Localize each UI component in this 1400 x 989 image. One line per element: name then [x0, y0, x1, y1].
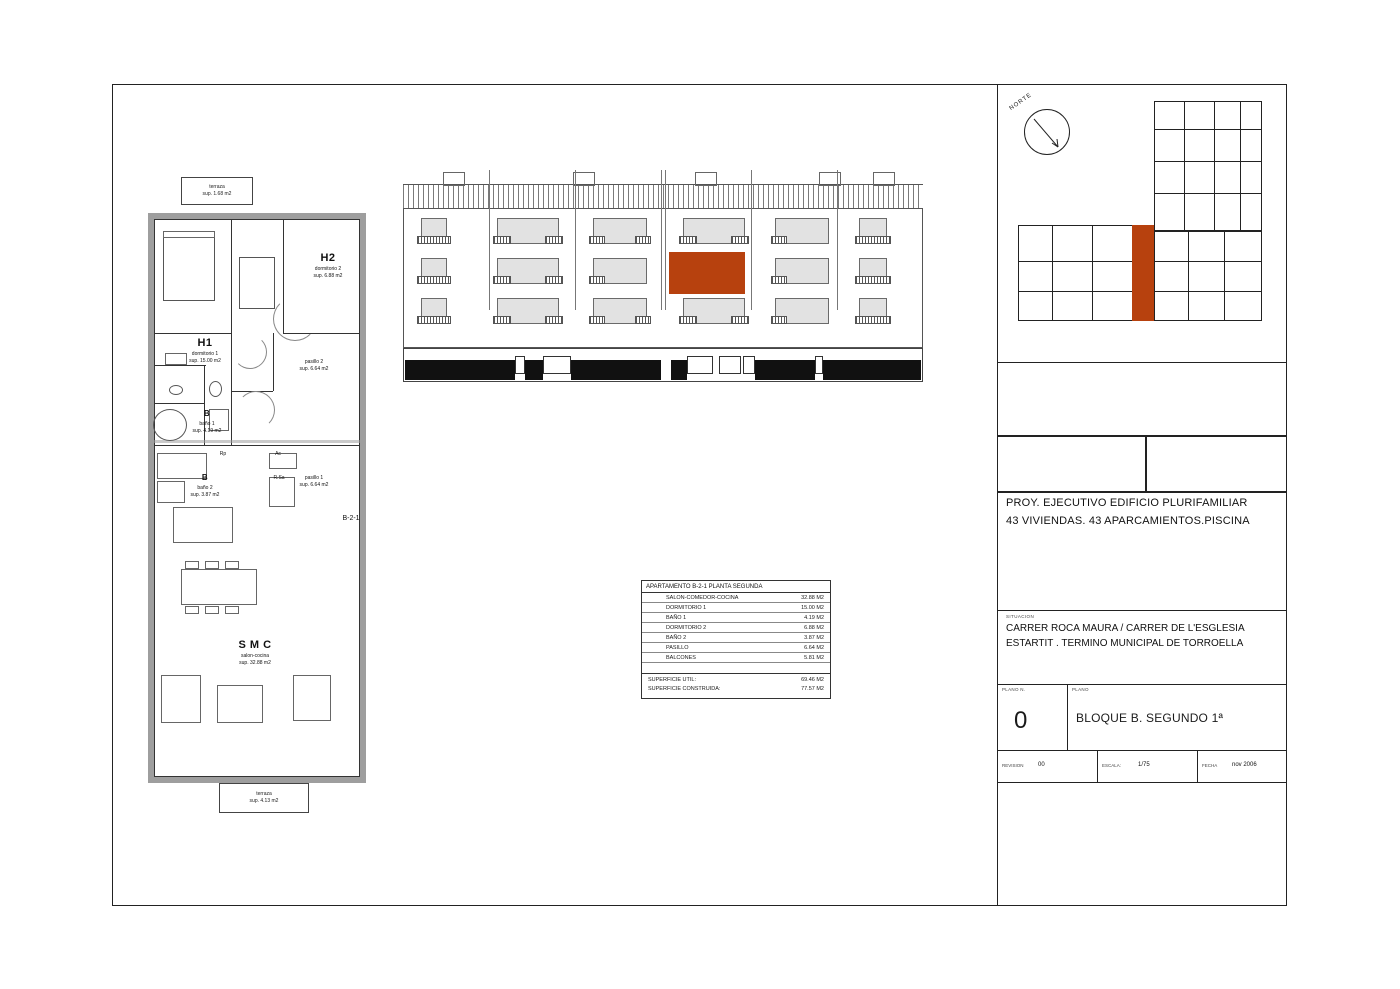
dining-chair — [185, 561, 199, 569]
facade-bay-divider — [575, 170, 576, 310]
structural-wall — [148, 213, 154, 783]
area-schedule-table — [641, 580, 831, 699]
keyplan-wall — [1052, 225, 1053, 321]
scale-key: ESCALA: — [1102, 763, 1122, 768]
keyplan-wall — [1154, 193, 1262, 194]
garage-opening — [543, 356, 571, 374]
facade-bay-divider — [665, 170, 666, 310]
door-swing-arc — [273, 297, 317, 341]
base-solid — [755, 360, 815, 380]
partition-wall — [231, 219, 232, 333]
keyplan-wall — [1188, 231, 1189, 321]
table-spacer — [642, 663, 830, 674]
area-row-label: BAÑO 2 — [666, 634, 687, 641]
sofa — [161, 675, 201, 723]
keyplan-wall — [1154, 291, 1262, 292]
keyplan-wall — [1154, 261, 1262, 262]
dining-chair — [225, 606, 239, 614]
roof-parapet — [695, 172, 717, 186]
label-bathroom-2: B baño 2 sup. 3.87 m2 — [190, 473, 220, 498]
keyplan-wall — [1214, 101, 1215, 231]
base-solid — [823, 360, 921, 380]
plano-name-key: PLANO — [1072, 687, 1089, 692]
structural-wall — [360, 213, 366, 783]
total-built-label: SUPERFICIE CONSTRUIDA: — [648, 686, 721, 692]
area-row-label: DORMITORIO 2 — [666, 624, 707, 631]
balcony-railing — [493, 276, 511, 284]
balcony-railing — [493, 236, 511, 244]
table-row — [642, 653, 830, 663]
terrace-top-label-2: sup. 1.68 m2 — [202, 191, 232, 197]
balcony-railing — [855, 316, 891, 324]
terrace-bottom-label-2: sup. 4.13 m2 — [249, 798, 279, 804]
area-row-label: BAÑO 1 — [666, 614, 687, 621]
keyplan-wall — [1018, 291, 1134, 292]
date-value: nov 2006 — [1232, 762, 1257, 768]
balcony-railing — [545, 316, 563, 324]
bed-furniture — [163, 237, 215, 301]
facade-bay-divider — [837, 170, 838, 310]
roof-parapet — [573, 172, 595, 186]
balcony-railing — [589, 316, 605, 324]
keyplan-wall — [1184, 101, 1185, 231]
bath1-tag: B — [203, 409, 211, 418]
dining-chair — [205, 561, 219, 569]
label-hall-1: pasillo 1 sup. 6.64 m2 — [299, 475, 329, 488]
keyplan-block-upper — [1154, 101, 1262, 231]
title-block — [997, 85, 1286, 905]
terrace-top — [181, 177, 253, 205]
appliance-label-rsa: R.Sa — [273, 475, 285, 481]
area-row-value: 6.64 M2 — [804, 644, 824, 651]
balcony-railing — [679, 236, 697, 244]
highlighted-unit — [669, 252, 745, 294]
bath2-tag: B — [201, 473, 209, 482]
area-row-value: 3.87 M2 — [804, 634, 824, 641]
area-row-label: SALON-COMEDOR-COCINA — [666, 594, 739, 601]
building-elevation — [403, 170, 923, 470]
base-solid — [671, 360, 687, 380]
keyplan-wall — [1018, 261, 1134, 262]
label-living-kitchen: S M C salon-cocina sup. 32.88 m2 — [238, 639, 272, 666]
date-cell — [1198, 751, 1287, 783]
structural-wall — [148, 440, 366, 443]
garage-opening — [687, 356, 713, 374]
balcony-railing — [589, 236, 605, 244]
area-row-value: 5.81 M2 — [804, 654, 824, 661]
appliance-label-ac: Ac — [275, 451, 281, 457]
garage-opening — [743, 356, 755, 374]
kitchen-island — [173, 507, 233, 543]
keyplan-wall — [1224, 231, 1225, 321]
terrace-bottom-label-1: terraza — [256, 791, 272, 797]
balcony-railing — [493, 316, 511, 324]
balcony-railing — [417, 316, 451, 324]
situation-key: SITUACION — [1006, 614, 1035, 619]
keyplan-highlighted-block — [1132, 225, 1154, 321]
area-row-value: 6.88 M2 — [804, 624, 824, 631]
keyplan-wall — [1154, 129, 1262, 130]
revision-key: REVISION — [1002, 763, 1024, 768]
table-row — [642, 643, 830, 653]
project-line-2: 43 VIVIENDAS. 43 APARCAMIENTOS.PISCINA — [1006, 515, 1250, 527]
balcony-railing — [545, 276, 563, 284]
revision-value: 00 — [1038, 762, 1045, 768]
total-utilizable-row — [642, 674, 830, 686]
plano-cell — [998, 685, 1287, 751]
partition-wall — [273, 333, 274, 391]
terrace-bottom — [219, 783, 309, 813]
facade-bay-divider — [661, 170, 662, 310]
label-unit-code: B-2-1 — [342, 515, 360, 522]
garage-opening — [515, 356, 525, 374]
balcony-railing — [679, 316, 697, 324]
bed-headboard — [163, 231, 215, 238]
coffee-table — [217, 685, 263, 723]
table-row — [642, 613, 830, 623]
facade-body — [403, 208, 923, 348]
toilet-icon — [209, 381, 222, 397]
key-plan — [998, 85, 1287, 363]
balcony-railing — [855, 236, 891, 244]
garage-opening — [815, 356, 823, 374]
appliance-label-rp: Rp — [219, 451, 227, 457]
label-bedroom-2: H2 dormitorio 2 sup. 6.88 m2 — [313, 252, 343, 279]
situation-line-1: CARRER ROCA MAURA / CARRER DE L'ESGLESIA — [1006, 623, 1245, 634]
area-table-rows — [642, 593, 830, 663]
roof-parapet — [443, 172, 465, 186]
roof-hatch — [403, 184, 923, 210]
date-key: FECHA — [1202, 763, 1218, 768]
base-solid — [571, 360, 661, 380]
total-util-value: 69.46 M2 — [801, 677, 824, 683]
table-row — [642, 603, 830, 613]
table-row — [642, 623, 830, 633]
sink-icon — [169, 385, 183, 395]
title-block-divider — [998, 435, 1287, 437]
plan-area — [113, 85, 999, 905]
north-arrow — [1008, 92, 1068, 159]
balcony-railing — [771, 276, 787, 284]
balcony-railing — [771, 316, 787, 324]
plano-number-cell — [998, 685, 1068, 751]
partition-wall — [154, 445, 360, 446]
balcony-railing — [545, 236, 563, 244]
table-row — [642, 633, 830, 643]
keyplan-wall — [1092, 225, 1093, 321]
keyplan-wall — [1240, 101, 1241, 231]
facade-bay-divider — [489, 170, 490, 310]
structural-wall — [148, 213, 366, 219]
door-swing-arc — [237, 391, 275, 429]
keyplan-block-lower — [1154, 231, 1262, 321]
area-row-label: PASILLO — [666, 644, 689, 651]
scale-value: 1/75 — [1138, 762, 1150, 768]
total-built-row — [642, 686, 830, 698]
bed-furniture — [239, 257, 275, 309]
plano-number-key: PLANO N. — [1002, 687, 1026, 692]
garage-opening — [719, 356, 741, 374]
area-table-header: APARTAMENTO B-2-1 PLANTA SEGUNDA — [642, 581, 830, 593]
partition-wall — [154, 365, 206, 366]
area-row-value: 15.00 M2 — [801, 604, 824, 611]
sheet-frame — [112, 84, 1287, 906]
keyplan-block-left — [1018, 225, 1134, 321]
dining-chair — [185, 606, 199, 614]
total-built-value: 77.57 M2 — [801, 686, 824, 692]
balcony-railing — [417, 236, 451, 244]
facade-bay-divider — [751, 170, 752, 310]
balcony-railing — [589, 276, 605, 284]
north-needle-icon — [1008, 99, 1068, 159]
balcony-railing — [731, 316, 749, 324]
title-block-footer — [998, 751, 1287, 783]
north-label: NORTE — [1008, 92, 1034, 112]
balcony-railing — [635, 316, 651, 324]
plano-number-value: 0 — [1014, 707, 1028, 734]
situation-line-2: ESTARTIT . TERMINO MUNICIPAL DE TORROELLA — [1006, 638, 1244, 649]
dining-chair — [205, 606, 219, 614]
balcony-railing — [771, 236, 787, 244]
project-line-1: PROY. EJECUTIVO EDIFICIO PLURIFAMILIAR — [1006, 497, 1248, 509]
project-title-cell — [998, 491, 1287, 611]
plano-name-value: BLOQUE B. SEGUNDO 1ª — [1076, 711, 1224, 725]
scale-cell — [1098, 751, 1198, 783]
label-bathroom-1: B baño 1 sup. 4.19 m2 — [192, 409, 222, 434]
bedroom1-tag: H1 — [197, 337, 213, 349]
area-row-value: 32.88 M2 — [801, 594, 824, 601]
area-row-label: BALCONES — [666, 654, 696, 661]
roof-parapet — [873, 172, 895, 186]
living-tag: S M C — [238, 639, 272, 651]
keyplan-wall — [1154, 161, 1262, 162]
area-row-label: DORMITORIO 1 — [666, 604, 707, 611]
balcony-railing — [635, 236, 651, 244]
area-row-value: 4.19 M2 — [804, 614, 824, 621]
title-block-divider — [1145, 435, 1147, 491]
armchair — [293, 675, 331, 721]
base-solid — [405, 360, 515, 380]
terrace-top-label-1: terraza — [209, 184, 225, 190]
revision-cell — [998, 751, 1098, 783]
balcony-railing — [417, 276, 451, 284]
situation-cell — [998, 611, 1287, 685]
label-bedroom-1: H1 dormitorio 1 sup. 15.00 m2 — [189, 337, 221, 364]
dining-table — [181, 569, 257, 605]
table-row — [642, 593, 830, 603]
balcony-railing — [855, 276, 891, 284]
total-util-label: SUPERFICIE UTIL: — [648, 677, 696, 683]
base-solid — [525, 360, 543, 380]
plano-name-cell — [1068, 685, 1287, 751]
dining-chair — [225, 561, 239, 569]
label-hall-2: pasillo 2 sup. 6.64 m2 — [299, 359, 329, 372]
bedroom2-tag: H2 — [320, 252, 336, 264]
balcony-railing — [731, 236, 749, 244]
